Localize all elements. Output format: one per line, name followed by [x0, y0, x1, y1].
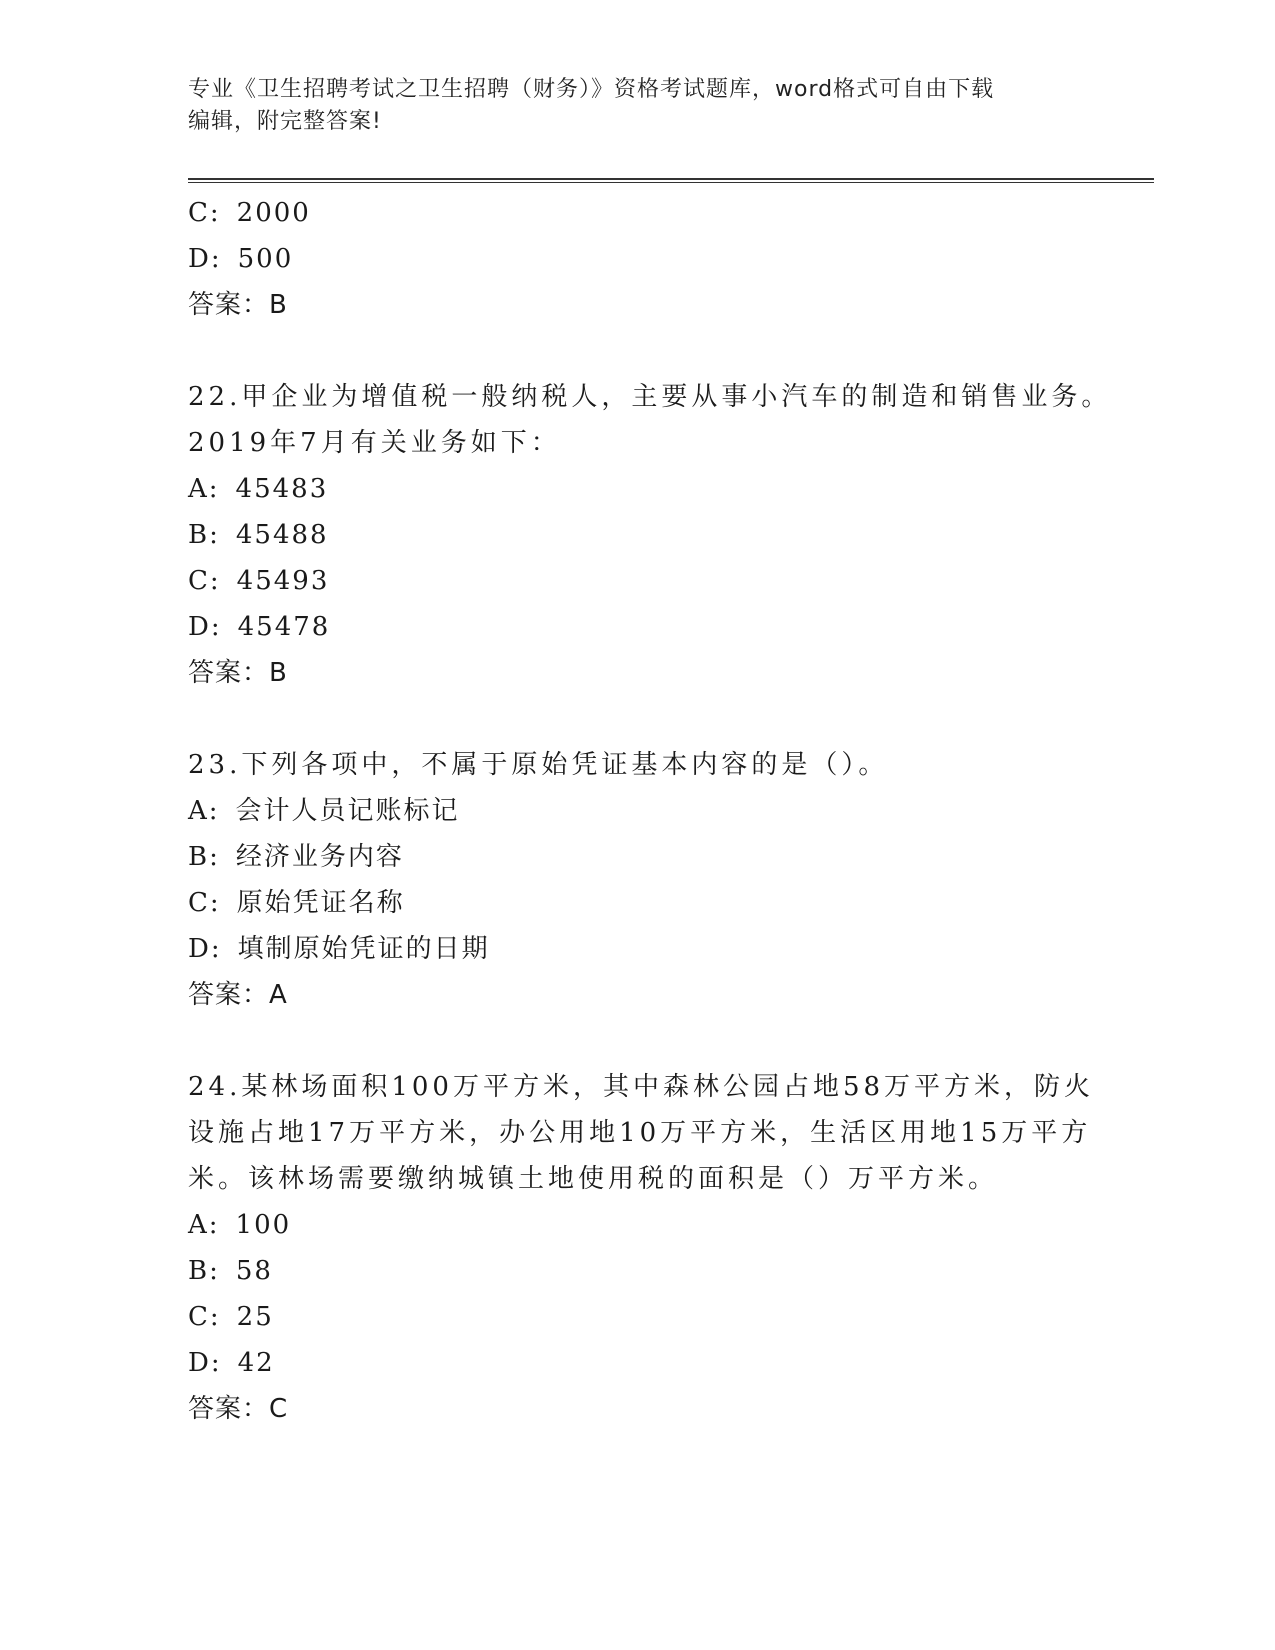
- stem-line: 24.某林场面积100万平方米，其中森林公园占地58万平方米，防火: [188, 1072, 1095, 1102]
- option-c: [188, 558, 1088, 604]
- option-key: A:: [188, 1210, 220, 1240]
- option-b: [188, 512, 1088, 558]
- question-21: [188, 190, 1088, 328]
- stem-line: 设施占地17万平方米，办公用地10万平方米，生活区用地15万平方: [188, 1118, 1092, 1148]
- option-key: D:: [188, 244, 222, 274]
- option-key: B:: [188, 1256, 220, 1286]
- option-key: B:: [188, 520, 220, 550]
- question-23: [188, 742, 1088, 1018]
- page-header: [188, 74, 1088, 138]
- spacer: [188, 696, 1088, 742]
- option-text: 45488: [235, 520, 329, 550]
- option-text: 42: [237, 1348, 275, 1378]
- option-key: B:: [188, 842, 220, 872]
- stem-line: 2019年7月有关业务如下：: [188, 428, 561, 458]
- question-stem: [188, 742, 1088, 788]
- option-a: [188, 788, 1088, 834]
- option-text: 25: [236, 1302, 274, 1332]
- stem-line: 米。该林场需要缴纳城镇土地使用税的面积是（）万平方米。: [188, 1164, 999, 1194]
- option-key: A:: [188, 474, 220, 504]
- question-24: [188, 1064, 1095, 1432]
- option-text: 原始凭证名称: [236, 888, 405, 918]
- header-divider: [188, 178, 1154, 183]
- option-key: C:: [188, 198, 221, 228]
- option-key: D:: [188, 1348, 222, 1378]
- option-a: [188, 466, 1088, 512]
- option-text: 45478: [237, 612, 331, 642]
- option-c: [188, 880, 1088, 926]
- option-key: D:: [188, 612, 222, 642]
- option-key: C:: [188, 888, 221, 918]
- option-text: 经济业务内容: [235, 842, 404, 872]
- option-text: 500: [237, 244, 294, 274]
- option-text: 100: [235, 1210, 292, 1240]
- option-d: [188, 604, 1088, 650]
- option-key: A:: [188, 796, 220, 826]
- option-d: [188, 236, 1088, 282]
- option-key: C:: [188, 1302, 221, 1332]
- option-text: 填制原始凭证的日期: [237, 934, 490, 964]
- header-line-1: 专业《卫生招聘考试之卫生招聘（财务）》资格考试题库，word格式可自由下载: [188, 77, 995, 102]
- option-text: 45493: [236, 566, 330, 596]
- option-c: [188, 1294, 1088, 1340]
- question-22: [188, 374, 1112, 696]
- option-text: 58: [235, 1256, 273, 1286]
- answer-line: 答案：C: [188, 1394, 289, 1424]
- question-list: [188, 190, 1112, 1432]
- option-d: [188, 1340, 1088, 1386]
- option-text: 2000: [236, 198, 311, 228]
- option-b: [188, 834, 1088, 880]
- option-text: 会计人员记账标记: [235, 796, 460, 826]
- option-b: [188, 1248, 1088, 1294]
- spacer: [188, 328, 1088, 374]
- option-key: D:: [188, 934, 222, 964]
- question-stem: [188, 374, 1112, 466]
- question-stem: [188, 1064, 1095, 1202]
- option-d: [188, 926, 1088, 972]
- spacer: [188, 1018, 1088, 1064]
- option-a: [188, 1202, 1088, 1248]
- answer-line: 答案：B: [188, 290, 288, 320]
- option-text: 45483: [235, 474, 329, 504]
- stem-line: 22.甲企业为增值税一般纳税人，主要从事小汽车的制造和销售业务。: [188, 382, 1112, 412]
- header-line-2: 编辑，附完整答案!: [188, 109, 382, 134]
- option-key: C:: [188, 566, 221, 596]
- stem-line: 23.下列各项中，不属于原始凭证基本内容的是（）。: [188, 750, 889, 780]
- option-c: [188, 190, 1088, 236]
- answer-line: 答案：B: [188, 658, 288, 688]
- answer-line: 答案：A: [188, 980, 288, 1010]
